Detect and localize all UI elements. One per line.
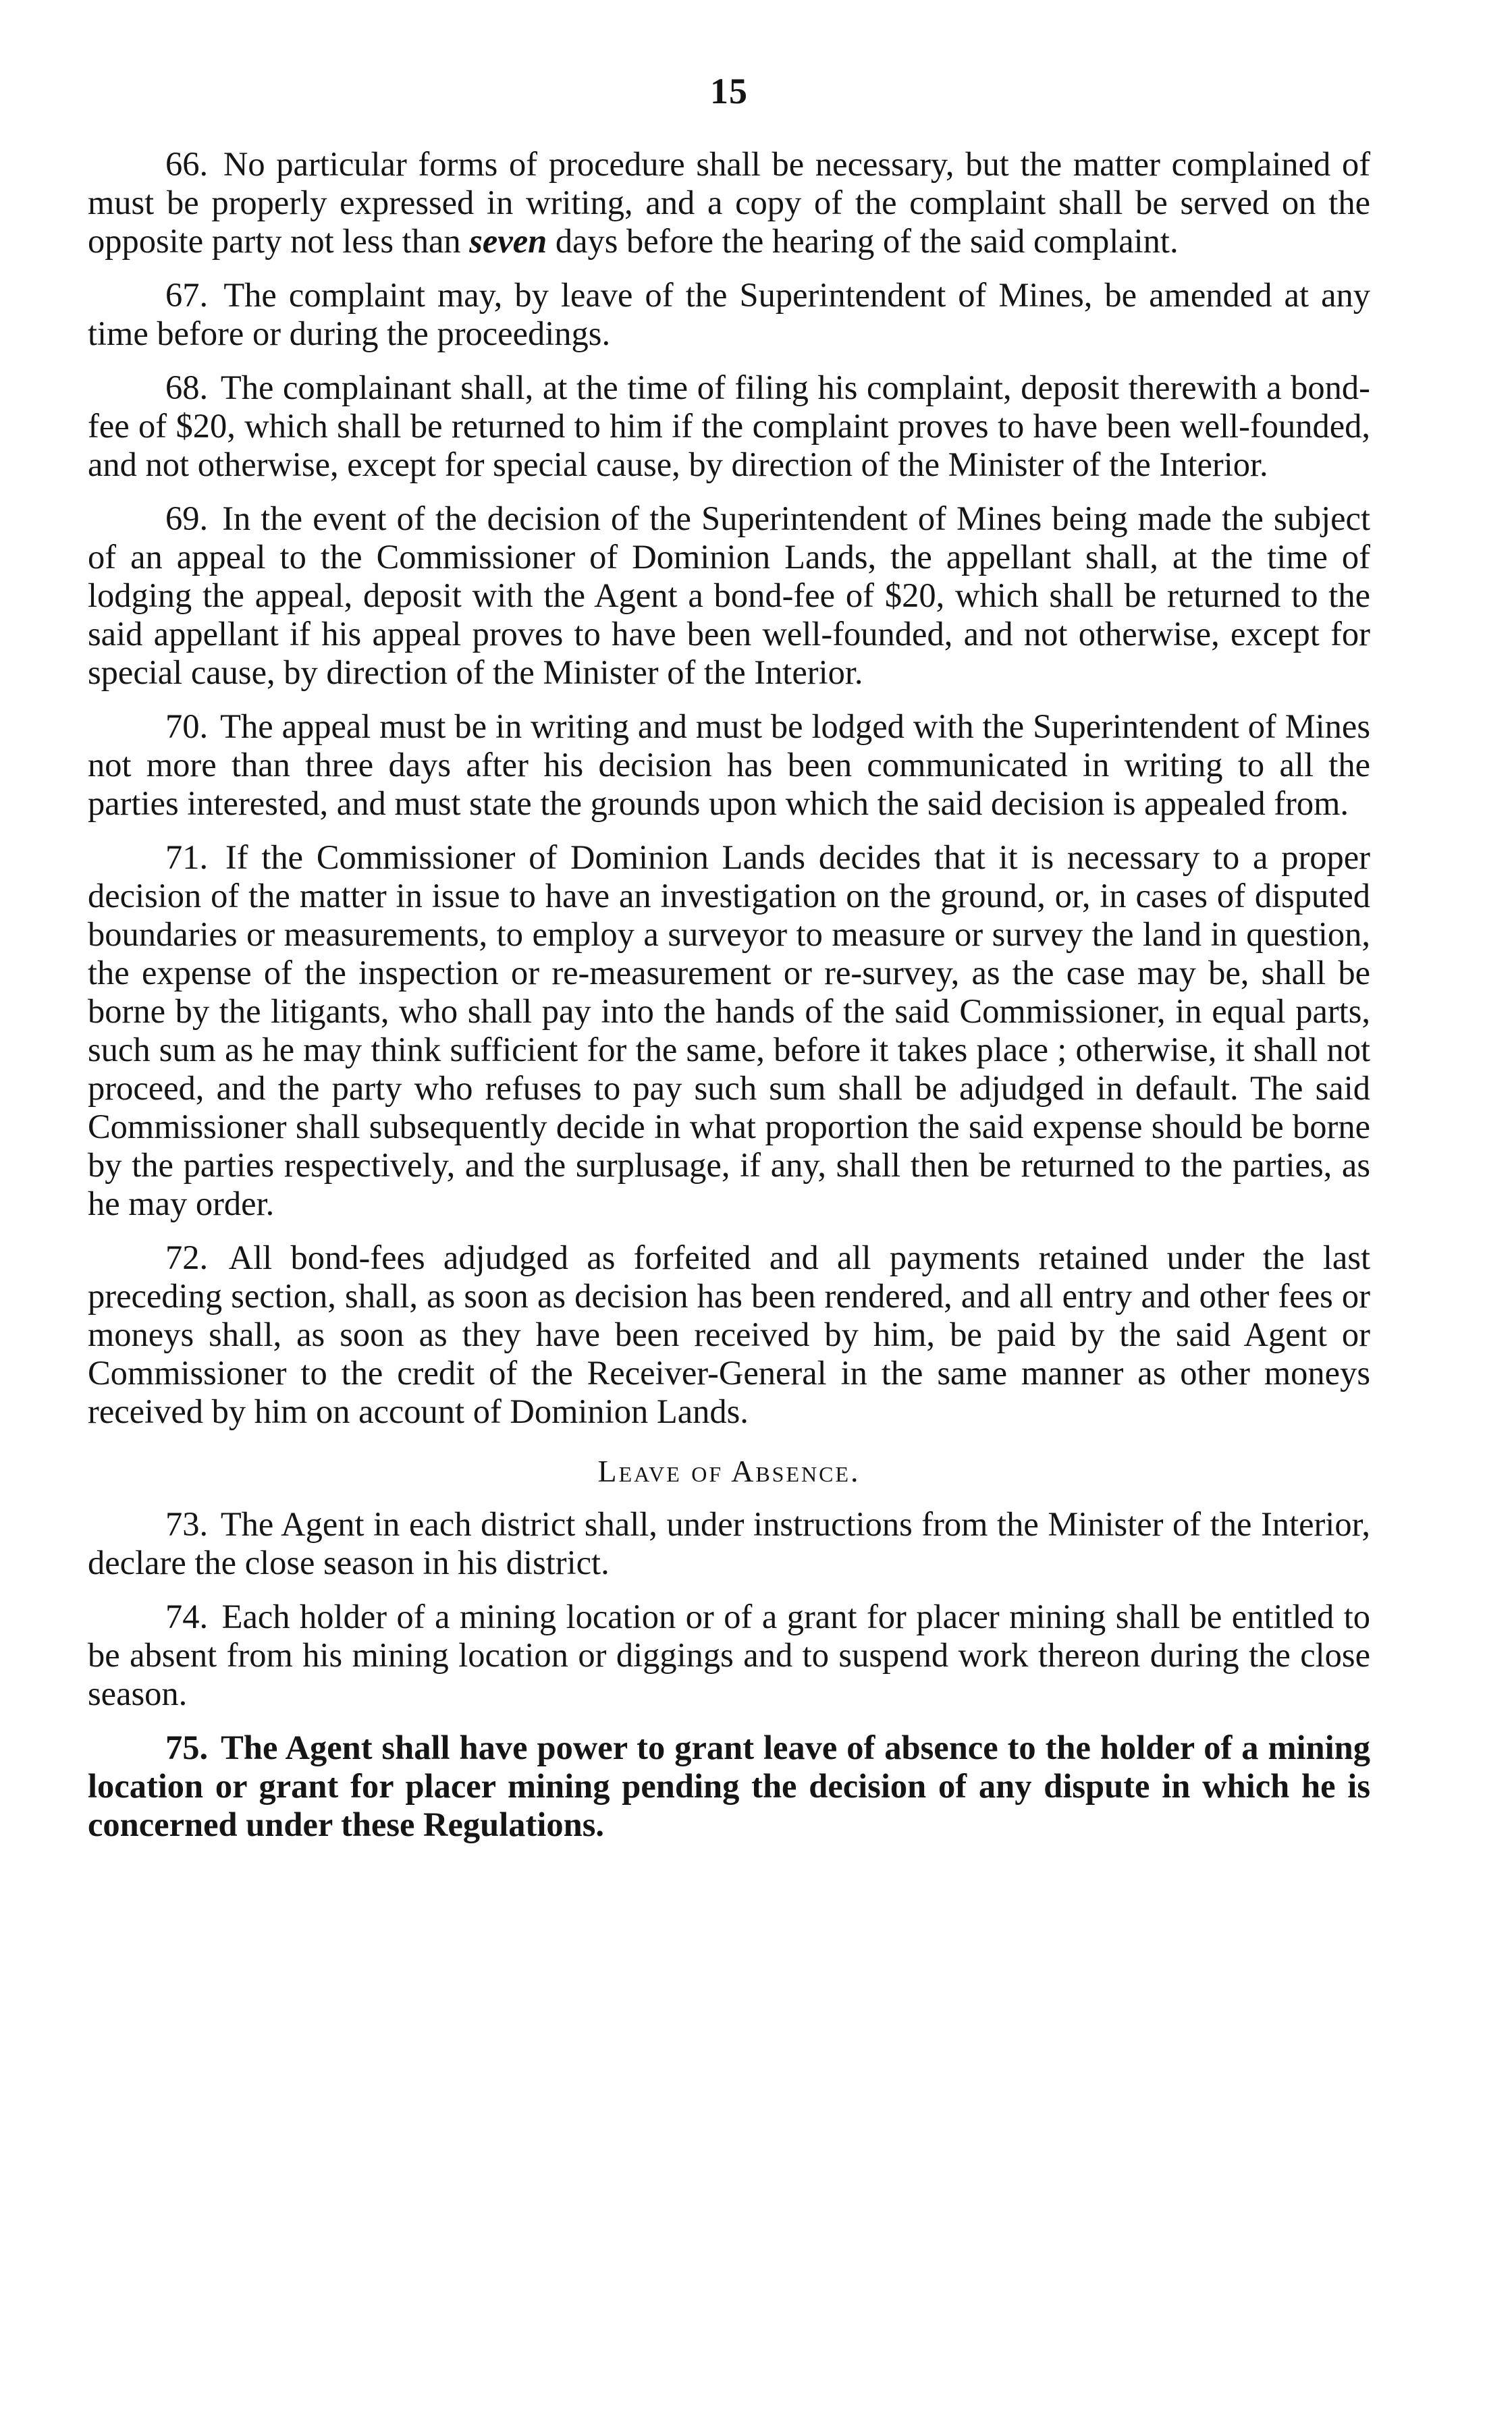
emphasis-text: seven [469, 222, 547, 260]
paragraph-text: The Agent in each district shall, under instructions from the Minister of the Interior, declare the close season in his district. [88, 1505, 1371, 1581]
paragraph-74 [88, 1598, 1370, 1713]
paragraph-text: In the event of the decision of the Superintendent of Mines being made the subject of an appeal to the Commissioner of Dominion Lands, the appellant shall, at the time of lodging the appeal, deposit with the Agent a bond-fee of $20, which shall be returned to the said appellant if his appeal proves to have been well-founded, and not otherwise, except for special cause, by direction of the Minister of the Interior. [88, 499, 1370, 691]
paragraph-number: 75. [165, 1729, 209, 1766]
paragraph-number: 73. [165, 1505, 209, 1543]
paragraph-text: If the Commissioner of Dominion Lands decides that it is necessary to a proper decision of the matter in issue to have an investigation on the ground, or, in cases of disputed boundaries or measurements, to employ a surveyor to measure or survey the land in question, the expense of the inspection or re-measurement or re-survey, as the case may be, shall be borne by the litigants, who shall pay into the hands of the said Commissioner, in equal parts, such sum as he may think sufficient for the same, before it takes place ; otherwise, it shall not proceed, and the party who refuses to pay such sum shall be adjudged in default. The said Commissioner shall subsequently decide in what proportion the said expense should be borne by the parties respectively, and the surplusage, if any, shall then be returned to the parties, as he may order. [88, 838, 1371, 1222]
paragraph-text: The Agent shall have power to grant leave of absence to the holder of a mining location or grant for placer mining pending the decision of any dispute in which he is concerned under these Regulations. [88, 1729, 1370, 1843]
section-heading-leave-of-absence: Leave of Absence. [597, 1454, 861, 1488]
paragraph-text: The appeal must be in writing and must be lodged with the Superintendent of Mines not more than three days after his decision has been communicated in writing to all the parties interested, and must state the grounds upon which the said decision is appealed from. [88, 707, 1371, 822]
paragraph-number: 70. [165, 707, 209, 745]
paragraph-70 [88, 707, 1370, 823]
paragraph-73 [88, 1505, 1370, 1582]
paragraph-number: 72. [165, 1239, 209, 1276]
paragraph-number: 67. [165, 276, 209, 314]
paragraph-text-cont: days before the hearing of the said complaint. [547, 222, 1179, 260]
paragraph-72 [88, 1239, 1370, 1431]
paragraph-66 [88, 145, 1370, 261]
paragraph-text: The complainant shall, at the time of filing his complaint, deposit therewith a bond-fee of $20, which shall be returned to him if the complaint proves to have been well-founded, and not otherwise, except for special cause, by direction of the Minister of the Interior. [88, 369, 1370, 483]
paragraph-75 [88, 1729, 1370, 1844]
paragraph-text: The complaint may, by leave of the Superintendent of Mines, be amended at any time before or during the proceedings. [88, 276, 1371, 352]
paragraph-number: 69. [165, 499, 209, 537]
paragraph-number: 74. [165, 1598, 209, 1635]
paragraph-number: 71. [165, 838, 209, 876]
paragraph-text: All bond-fees adjudged as forfeited and all payments retained under the last preceding section, shall, as soon as decision has been rendered, and all entry and other fees or moneys shall, as soon as they have been received by him, be paid by the said Agent or Commissioner to the credit of the Receiver-General in the same manner as other moneys received by him on account of Dominion Lands. [88, 1239, 1370, 1430]
paragraph-67 [88, 276, 1370, 353]
paragraph-text: Each holder of a mining location or of a grant for placer mining shall be entitled to be absent from his mining location or diggings and to suspend work thereon during the close season. [88, 1598, 1370, 1712]
paragraph-number: 68. [165, 369, 209, 406]
page-number: 15 [710, 71, 748, 111]
paragraph-71 [88, 838, 1370, 1223]
paragraph-text: No particular forms of procedure shall be necessary, but the matter complained of must be properly expressed in writing, and a copy of the complaint shall be served on the opposite party not less than [88, 145, 1371, 260]
document-page [88, 71, 1370, 1860]
paragraph-68 [88, 369, 1370, 484]
paragraph-number: 66. [165, 145, 209, 183]
paragraph-69 [88, 499, 1370, 692]
